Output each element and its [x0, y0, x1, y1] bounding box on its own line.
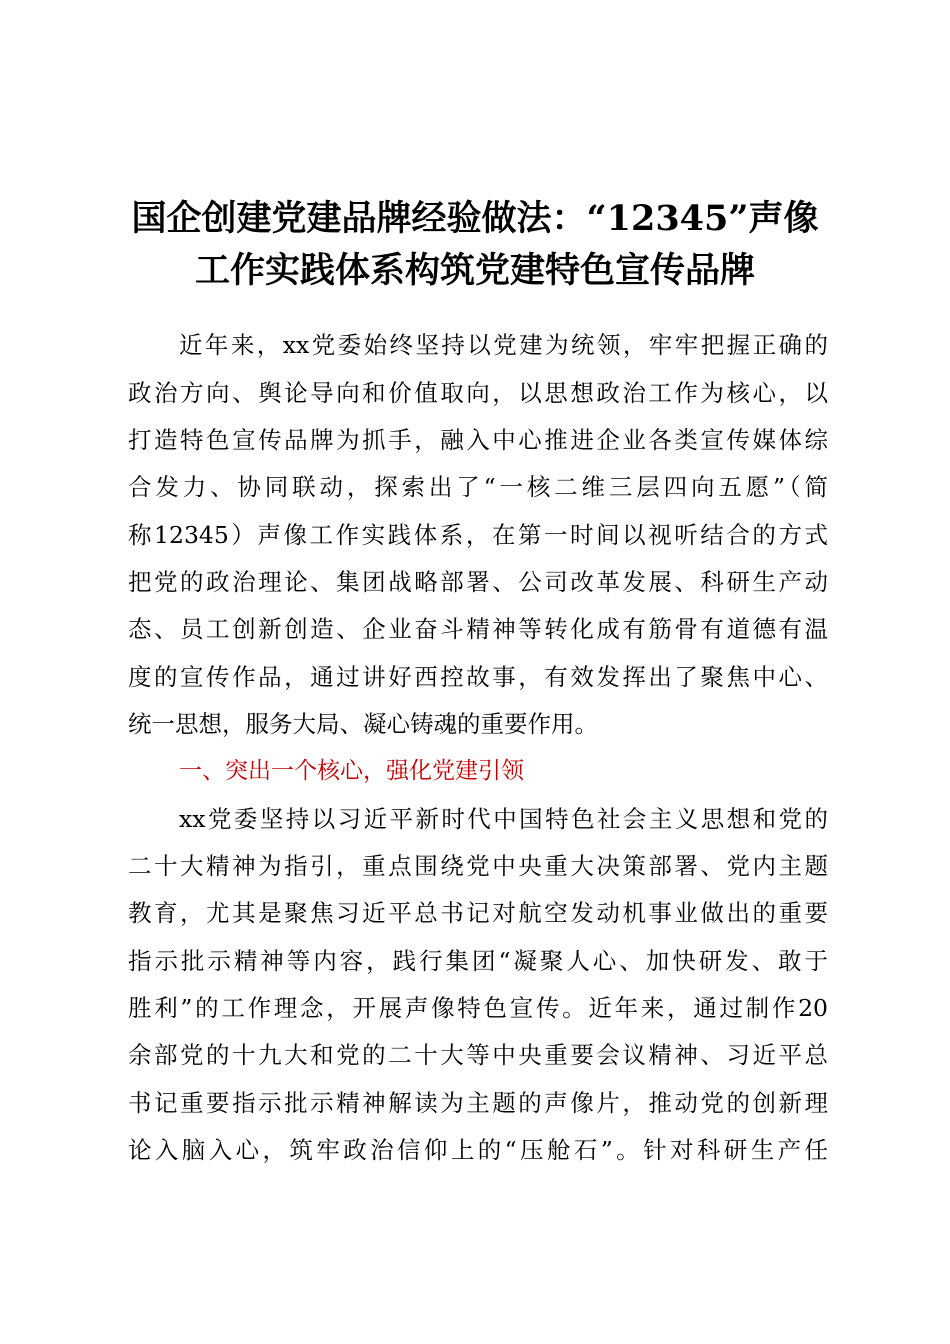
paragraph-2-line-3: 教育，尤其是聚焦习近平总书记对航空发动机事业做出的重要 — [128, 899, 828, 927]
paragraph-2-line-1: xx党委坚持以习近平新时代中国特色社会主义思想和党的 — [179, 805, 828, 833]
paragraph-2-line-8: 论入脑入心，筑牢政治信仰上的“压舱石”。针对科研生产任 — [128, 1136, 828, 1164]
paragraph-2-line-4: 指示批示精神等内容，践行集团“凝聚人心、加快研发、敢于 — [128, 947, 828, 975]
paragraph-1-line-7: 态、员工创新创造、企业奋斗精神等转化成有筋骨有道德有温 — [128, 615, 828, 643]
document-title-line-1: 国企创建党建品牌经验做法：“12345”声像 — [131, 198, 819, 239]
paragraph-1-line-6: 把党的政治理论、集团战略部署、公司改革发展、科研生产动 — [128, 568, 828, 596]
paragraph-2-line-6: 余部党的十九大和党的二十大等中央重要会议精神、习近平总 — [128, 1041, 828, 1069]
paragraph-1-line-1: 近年来，xx党委始终坚持以党建为统领，牢牢把握正确的 — [179, 331, 828, 359]
paragraph-1-line-3: 打造特色宣传品牌为抓手，融入中心推进企业各类宣传媒体综 — [128, 426, 828, 454]
section-1-heading: 一、突出一个核心，强化党建引领 — [179, 758, 524, 784]
paragraph-1-line-8: 度的宣传作品，通过讲好西控故事，有效发挥出了聚焦中心、 — [128, 663, 828, 691]
paragraph-2-line-2: 二十大精神为指引，重点围绕党中央重大决策部署、党内主题 — [128, 852, 828, 880]
document-title-line-2: 工作实践体系构筑党建特色宣传品牌 — [194, 250, 755, 291]
paragraph-2-line-7: 书记重要指示批示精神解读为主题的声像片，推动党的创新理 — [128, 1089, 828, 1117]
paragraph-2-line-5: 胜利”的工作理念，开展声像特色宣传。近年来，通过制作20 — [128, 994, 828, 1022]
paragraph-1-line-2: 政治方向、舆论导向和价值取向，以思想政治工作为核心，以 — [128, 379, 828, 407]
paragraph-1-line-4: 合发力、协同联动，探索出了“一核二维三层四向五愿”（简 — [128, 473, 828, 501]
paragraph-1-line-5: 称12345）声像工作实践体系，在第一时间以视听结合的方式 — [128, 521, 828, 549]
paragraph-1-line-9: 统一思想，服务大局、凝心铸魂的重要作用。 — [128, 710, 598, 738]
